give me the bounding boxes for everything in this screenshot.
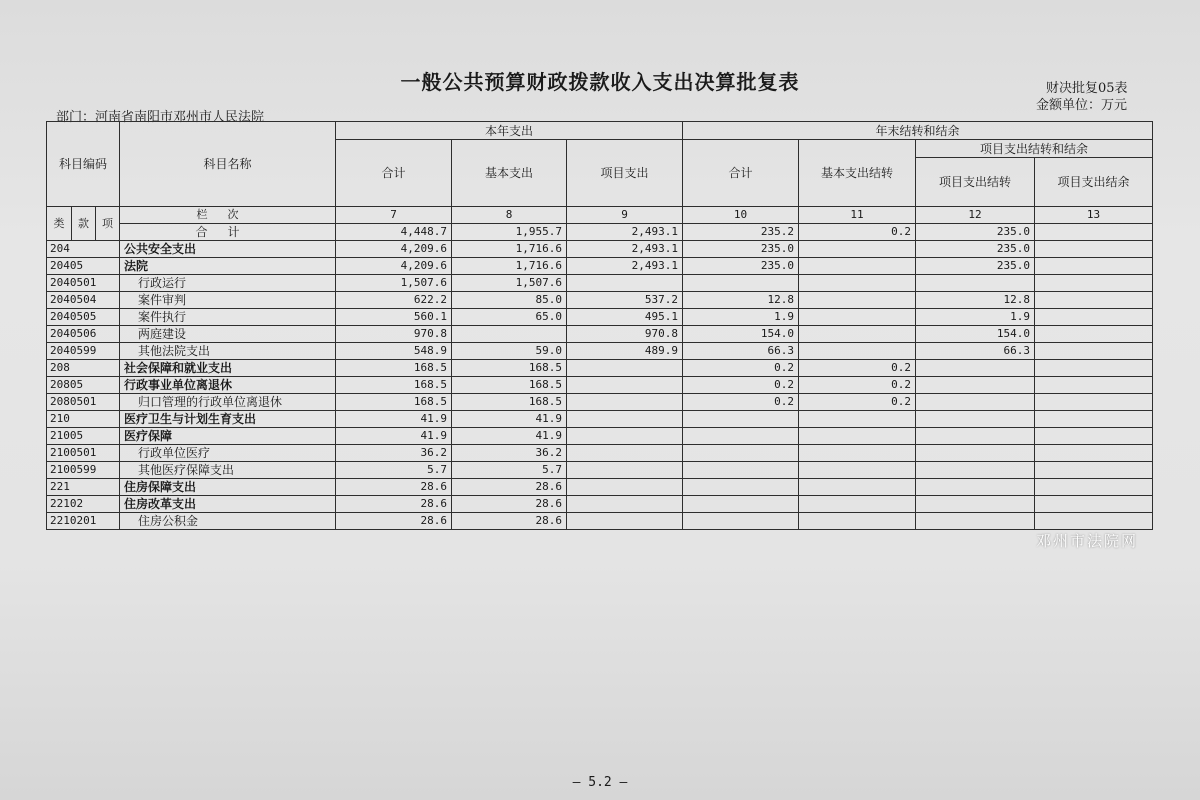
amount-cell bbox=[799, 445, 916, 462]
amount-cell: 168.5 bbox=[452, 377, 567, 394]
table-row bbox=[47, 377, 1153, 394]
amount-cell: 1,507.6 bbox=[336, 275, 452, 292]
amount-cell: 537.2 bbox=[567, 292, 683, 309]
amount-cell bbox=[916, 275, 1035, 292]
subject-code: 21005 bbox=[47, 428, 120, 445]
amount-cell bbox=[799, 513, 916, 530]
amount-cell bbox=[683, 275, 799, 292]
amount-cell bbox=[567, 513, 683, 530]
amount-cell: 235.0 bbox=[916, 241, 1035, 258]
col-number: 7 bbox=[336, 207, 452, 224]
header-total: 合计 bbox=[336, 140, 452, 207]
amount-cell: 970.8 bbox=[567, 326, 683, 343]
row-index-label: 栏次 bbox=[120, 207, 336, 224]
amount-cell bbox=[916, 394, 1035, 411]
col-number: 9 bbox=[567, 207, 683, 224]
amount-cell bbox=[567, 411, 683, 428]
header-basic-carryover: 基本支出结转 bbox=[799, 140, 916, 207]
subject-name: 住房保障支出 bbox=[120, 479, 336, 496]
amount-cell bbox=[567, 377, 683, 394]
amount-cell bbox=[683, 428, 799, 445]
table-row bbox=[47, 241, 1153, 258]
header-subject-name: 科目名称 bbox=[120, 122, 336, 207]
amount-cell: 2,493.1 bbox=[567, 241, 683, 258]
department-label: 部门：河南省南阳市邓州市人民法院 bbox=[56, 110, 265, 125]
table-row bbox=[47, 292, 1153, 309]
subject-name: 归口管理的行政单位离退休 bbox=[120, 394, 336, 411]
total-cell: 1,955.7 bbox=[452, 224, 567, 241]
total-cell: 235.0 bbox=[916, 224, 1035, 241]
subject-code: 204 bbox=[47, 241, 120, 258]
subject-code: 2100599 bbox=[47, 462, 120, 479]
amount-cell: 154.0 bbox=[683, 326, 799, 343]
amount-cell bbox=[1035, 394, 1153, 411]
amount-cell bbox=[567, 445, 683, 462]
amount-cell: 0.2 bbox=[799, 377, 916, 394]
amount-cell bbox=[916, 377, 1035, 394]
table-row bbox=[47, 394, 1153, 411]
amount-cell: 0.2 bbox=[799, 394, 916, 411]
amount-cell: 59.0 bbox=[452, 343, 567, 360]
subject-code: 2040504 bbox=[47, 292, 120, 309]
header-subject-code: 科目编码 bbox=[47, 122, 120, 207]
col-number: 10 bbox=[683, 207, 799, 224]
table-row bbox=[47, 479, 1153, 496]
subject-code: 2040506 bbox=[47, 326, 120, 343]
amount-cell: 4,209.6 bbox=[336, 241, 452, 258]
subject-code: 2210201 bbox=[47, 513, 120, 530]
amount-cell bbox=[916, 462, 1035, 479]
amount-cell bbox=[683, 462, 799, 479]
amount-cell: 66.3 bbox=[683, 343, 799, 360]
amount-cell: 5.7 bbox=[336, 462, 452, 479]
subject-name: 医疗保障 bbox=[120, 428, 336, 445]
amount-cell: 28.6 bbox=[336, 496, 452, 513]
amount-cell: 235.0 bbox=[683, 241, 799, 258]
amount-cell bbox=[799, 462, 916, 479]
header-basic: 基本支出 bbox=[452, 140, 567, 207]
amount-cell: 28.6 bbox=[336, 513, 452, 530]
amount-cell: 12.8 bbox=[916, 292, 1035, 309]
amount-cell: 495.1 bbox=[567, 309, 683, 326]
amount-cell bbox=[567, 360, 683, 377]
amount-cell bbox=[1035, 445, 1153, 462]
amount-cell: 28.6 bbox=[336, 479, 452, 496]
amount-cell: 66.3 bbox=[916, 343, 1035, 360]
table-row bbox=[47, 360, 1153, 377]
subject-name: 其他法院支出 bbox=[120, 343, 336, 360]
subject-name: 行政单位医疗 bbox=[120, 445, 336, 462]
amount-cell: 28.6 bbox=[452, 513, 567, 530]
amount-cell: 168.5 bbox=[452, 360, 567, 377]
amount-cell bbox=[799, 428, 916, 445]
amount-cell bbox=[1035, 258, 1153, 275]
amount-cell bbox=[1035, 326, 1153, 343]
table-row bbox=[47, 496, 1153, 513]
subject-code: 20805 bbox=[47, 377, 120, 394]
amount-cell bbox=[799, 292, 916, 309]
amount-cell: 28.6 bbox=[452, 479, 567, 496]
amount-cell bbox=[799, 258, 916, 275]
total-cell: 0.2 bbox=[799, 224, 916, 241]
amount-cell bbox=[1035, 462, 1153, 479]
table-row bbox=[47, 343, 1153, 360]
subject-name: 住房公积金 bbox=[120, 513, 336, 530]
amount-cell: 1.9 bbox=[683, 309, 799, 326]
amount-cell: 154.0 bbox=[916, 326, 1035, 343]
amount-cell: 0.2 bbox=[683, 360, 799, 377]
total-cell: 4,448.7 bbox=[336, 224, 452, 241]
amount-cell: 12.8 bbox=[683, 292, 799, 309]
amount-cell bbox=[799, 326, 916, 343]
subject-name: 其他医疗保障支出 bbox=[120, 462, 336, 479]
total-cell: 2,493.1 bbox=[567, 224, 683, 241]
amount-cell bbox=[567, 496, 683, 513]
amount-cell: 28.6 bbox=[452, 496, 567, 513]
header-kuan: 款 bbox=[72, 207, 96, 241]
amount-cell bbox=[799, 411, 916, 428]
form-number: 财决批复05表 bbox=[1046, 81, 1128, 96]
amount-cell: 4,209.6 bbox=[336, 258, 452, 275]
amount-cell bbox=[916, 479, 1035, 496]
amount-cell bbox=[567, 394, 683, 411]
amount-cell: 1,716.6 bbox=[452, 241, 567, 258]
subject-name: 两庭建设 bbox=[120, 326, 336, 343]
subject-name: 行政运行 bbox=[120, 275, 336, 292]
amount-cell bbox=[567, 479, 683, 496]
amount-cell bbox=[567, 275, 683, 292]
header-current-expenditure: 本年支出 bbox=[336, 122, 683, 140]
subject-code: 2080501 bbox=[47, 394, 120, 411]
document-title: 一般公共预算财政拨款收入支出决算批复表 bbox=[400, 70, 800, 94]
amount-cell bbox=[916, 445, 1035, 462]
amount-cell bbox=[1035, 343, 1153, 360]
settlement-table bbox=[46, 121, 1153, 530]
amount-cell bbox=[452, 326, 567, 343]
amount-cell bbox=[1035, 309, 1153, 326]
amount-cell bbox=[916, 496, 1035, 513]
col-number: 12 bbox=[916, 207, 1035, 224]
subject-code: 2100501 bbox=[47, 445, 120, 462]
col-number: 8 bbox=[452, 207, 567, 224]
amount-cell: 0.2 bbox=[683, 394, 799, 411]
table-row bbox=[47, 275, 1153, 292]
amount-cell: 235.0 bbox=[916, 258, 1035, 275]
col-number: 13 bbox=[1035, 207, 1153, 224]
subject-name: 住房改革支出 bbox=[120, 496, 336, 513]
amount-cell: 622.2 bbox=[336, 292, 452, 309]
amount-cell: 548.9 bbox=[336, 343, 452, 360]
amount-cell bbox=[683, 411, 799, 428]
subject-code: 2040599 bbox=[47, 343, 120, 360]
amount-cell bbox=[1035, 275, 1153, 292]
amount-cell bbox=[1035, 479, 1153, 496]
amount-cell: 168.5 bbox=[336, 360, 452, 377]
amount-cell bbox=[567, 428, 683, 445]
header-project: 项目支出 bbox=[567, 140, 683, 207]
amount-cell: 1,507.6 bbox=[452, 275, 567, 292]
bleed-through-text bbox=[0, 8, 1200, 34]
amount-cell: 168.5 bbox=[336, 394, 452, 411]
page-number: — 5.2 — bbox=[572, 775, 628, 790]
subject-code: 2040505 bbox=[47, 309, 120, 326]
amount-cell: 489.9 bbox=[567, 343, 683, 360]
amount-cell bbox=[683, 445, 799, 462]
header-yearend-total: 合计 bbox=[683, 140, 799, 207]
header-lei: 类 bbox=[47, 207, 72, 241]
amount-cell: 1.9 bbox=[916, 309, 1035, 326]
amount-cell bbox=[1035, 377, 1153, 394]
amount-cell: 168.5 bbox=[452, 394, 567, 411]
header-project-carryover: 项目支出结转 bbox=[916, 158, 1035, 207]
header-project-group: 项目支出结转和结余 bbox=[916, 140, 1153, 158]
amount-cell: 41.9 bbox=[336, 428, 452, 445]
subject-code: 221 bbox=[47, 479, 120, 496]
table-row bbox=[47, 513, 1153, 530]
subject-code: 22102 bbox=[47, 496, 120, 513]
table-row bbox=[47, 445, 1153, 462]
subject-name: 案件执行 bbox=[120, 309, 336, 326]
subject-name: 公共安全支出 bbox=[120, 241, 336, 258]
amount-cell bbox=[567, 462, 683, 479]
amount-cell bbox=[799, 275, 916, 292]
amount-cell bbox=[916, 360, 1035, 377]
table-row bbox=[47, 411, 1153, 428]
amount-cell bbox=[799, 479, 916, 496]
subject-name: 社会保障和就业支出 bbox=[120, 360, 336, 377]
amount-cell: 36.2 bbox=[452, 445, 567, 462]
amount-cell: 970.8 bbox=[336, 326, 452, 343]
amount-cell: 85.0 bbox=[452, 292, 567, 309]
amount-cell bbox=[1035, 411, 1153, 428]
amount-cell bbox=[916, 428, 1035, 445]
subject-name: 医疗卫生与计划生育支出 bbox=[120, 411, 336, 428]
amount-cell: 5.7 bbox=[452, 462, 567, 479]
table-row bbox=[47, 428, 1153, 445]
table-row bbox=[47, 326, 1153, 343]
amount-cell: 0.2 bbox=[683, 377, 799, 394]
amount-cell: 168.5 bbox=[336, 377, 452, 394]
amount-cell: 41.9 bbox=[336, 411, 452, 428]
total-cell bbox=[1035, 224, 1153, 241]
amount-cell bbox=[1035, 496, 1153, 513]
subject-code: 208 bbox=[47, 360, 120, 377]
amount-cell: 41.9 bbox=[452, 411, 567, 428]
amount-cell bbox=[916, 411, 1035, 428]
header-xiang: 项 bbox=[96, 207, 120, 241]
amount-cell bbox=[1035, 513, 1153, 530]
amount-cell: 235.0 bbox=[683, 258, 799, 275]
amount-cell: 65.0 bbox=[452, 309, 567, 326]
header-yearend-carryover: 年末结转和结余 bbox=[683, 122, 1153, 140]
amount-cell bbox=[916, 513, 1035, 530]
table-row bbox=[47, 462, 1153, 479]
total-cell: 235.2 bbox=[683, 224, 799, 241]
amount-cell bbox=[1035, 241, 1153, 258]
subject-name: 法院 bbox=[120, 258, 336, 275]
subject-code: 210 bbox=[47, 411, 120, 428]
subject-name: 行政事业单位离退休 bbox=[120, 377, 336, 394]
amount-cell: 560.1 bbox=[336, 309, 452, 326]
table-body bbox=[47, 241, 1153, 530]
amount-cell bbox=[799, 496, 916, 513]
table-row bbox=[47, 258, 1153, 275]
table-row bbox=[47, 309, 1153, 326]
amount-cell bbox=[799, 309, 916, 326]
amount-cell bbox=[683, 479, 799, 496]
amount-cell bbox=[799, 241, 916, 258]
amount-cell bbox=[799, 343, 916, 360]
subject-code: 2040501 bbox=[47, 275, 120, 292]
amount-unit: 金额单位：万元 bbox=[1036, 98, 1128, 113]
amount-cell bbox=[683, 513, 799, 530]
amount-cell: 36.2 bbox=[336, 445, 452, 462]
amount-cell bbox=[1035, 428, 1153, 445]
amount-cell bbox=[1035, 292, 1153, 309]
amount-cell: 1,716.6 bbox=[452, 258, 567, 275]
amount-cell: 2,493.1 bbox=[567, 258, 683, 275]
amount-cell bbox=[1035, 360, 1153, 377]
subject-code: 20405 bbox=[47, 258, 120, 275]
subject-name: 案件审判 bbox=[120, 292, 336, 309]
amount-cell: 0.2 bbox=[799, 360, 916, 377]
total-row-label: 合计 bbox=[120, 224, 336, 241]
header-project-balance: 项目支出结余 bbox=[1035, 158, 1153, 207]
col-number: 11 bbox=[799, 207, 916, 224]
site-watermark: 邓州市法院网 bbox=[1036, 532, 1139, 550]
amount-cell bbox=[683, 496, 799, 513]
amount-cell: 41.9 bbox=[452, 428, 567, 445]
